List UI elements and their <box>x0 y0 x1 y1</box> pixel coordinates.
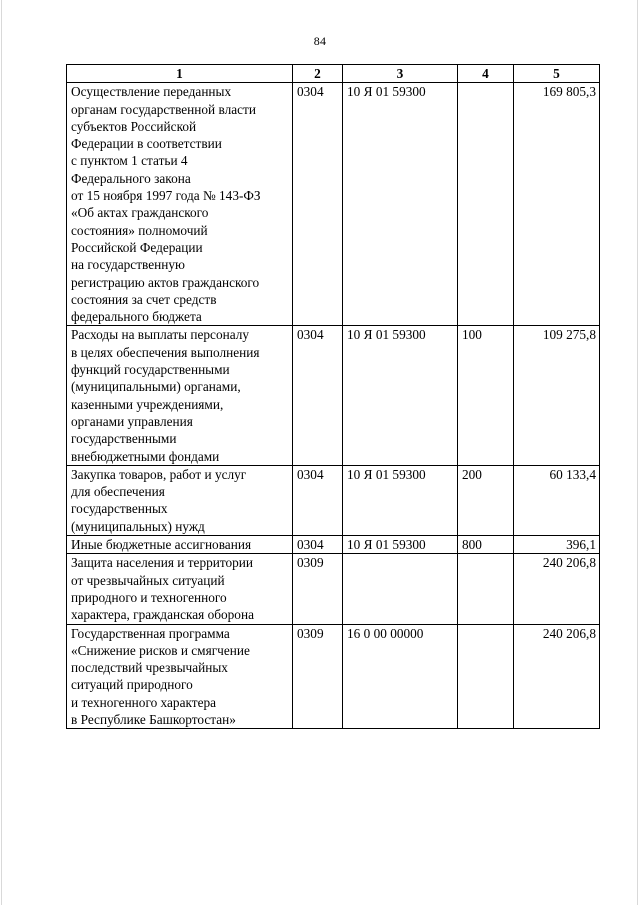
table-row <box>67 624 600 729</box>
row-amount: 396,1 <box>514 536 600 554</box>
row-expense-type <box>458 83 514 326</box>
row-target-article: 10 Я 01 59300 <box>343 83 458 326</box>
row-section: 0309 <box>293 554 343 624</box>
row-name-cell <box>67 83 293 326</box>
row-name: Государственная программа «Снижение рисков и смягчение последствий чрезвычайных ситуаций природного и техногенного характера в Республике Башкортостан» <box>71 625 250 727</box>
header-col-4: 4 <box>458 65 514 83</box>
row-expense-type <box>458 624 514 729</box>
row-name-cell <box>67 624 293 729</box>
row-name-cell <box>67 326 293 465</box>
header-col-1: 1 <box>67 65 293 83</box>
header-col-5: 5 <box>514 65 600 83</box>
row-name-cell <box>67 554 293 624</box>
row-name: Иные бюджетные ассигнования <box>71 537 252 553</box>
row-section: 0304 <box>293 536 343 554</box>
table-row <box>67 465 600 535</box>
page-number: 84 <box>313 34 327 48</box>
row-section: 0304 <box>293 465 343 535</box>
row-target-article: 10 Я 01 59300 <box>343 326 458 465</box>
row-amount: 169 805,3 <box>514 83 600 326</box>
row-amount: 240 206,8 <box>514 624 600 729</box>
row-expense-type: 200 <box>458 465 514 535</box>
row-name: Осуществление переданных органам государственной власти субъектов Российской Федерации в соответствии с пунктом 1 статьи 4 Федерального закона от 15 ноября 1997 года № 143-ФЗ «Об актах гражданского состояния» полномочий Российской Федерации на государственную регистрацию актов гражданского состояния за счет средств федерального бюджета <box>71 84 261 325</box>
left-edge-line <box>1 0 2 905</box>
row-target-article: 10 Я 01 59300 <box>343 536 458 554</box>
row-expense-type: 100 <box>458 326 514 465</box>
table-row <box>67 536 600 554</box>
right-edge-line <box>637 0 638 905</box>
table-row <box>67 554 600 624</box>
table-row <box>67 326 600 465</box>
row-target-article: 10 Я 01 59300 <box>343 465 458 535</box>
header-col-3: 3 <box>343 65 458 83</box>
table-row <box>67 83 600 326</box>
row-name: Защита населения и территории от чрезвычайных ситуаций природного и техногенного характера, гражданская оборона <box>71 555 254 623</box>
row-amount: 240 206,8 <box>514 554 600 624</box>
row-expense-type <box>458 554 514 624</box>
header-col-2: 2 <box>293 65 343 83</box>
row-name-cell <box>67 536 293 554</box>
row-amount: 60 133,4 <box>514 465 600 535</box>
row-section: 0304 <box>293 83 343 326</box>
row-expense-type: 800 <box>458 536 514 554</box>
row-name-cell <box>67 465 293 535</box>
row-target-article: 16 0 00 00000 <box>343 624 458 729</box>
table-header-row <box>67 65 600 83</box>
row-section: 0309 <box>293 624 343 729</box>
row-name: Закупка товаров, работ и услуг для обеспечения государственных (муниципальных) нужд <box>71 466 247 534</box>
row-amount: 109 275,8 <box>514 326 600 465</box>
budget-table <box>66 64 600 729</box>
row-section: 0304 <box>293 326 343 465</box>
row-name: Расходы на выплаты персоналу в целях обеспечения выполнения функций государственными (муниципальными) органами, казенными учреждениями, органами управления государственными внебюджетными фондами <box>71 327 260 464</box>
row-target-article <box>343 554 458 624</box>
